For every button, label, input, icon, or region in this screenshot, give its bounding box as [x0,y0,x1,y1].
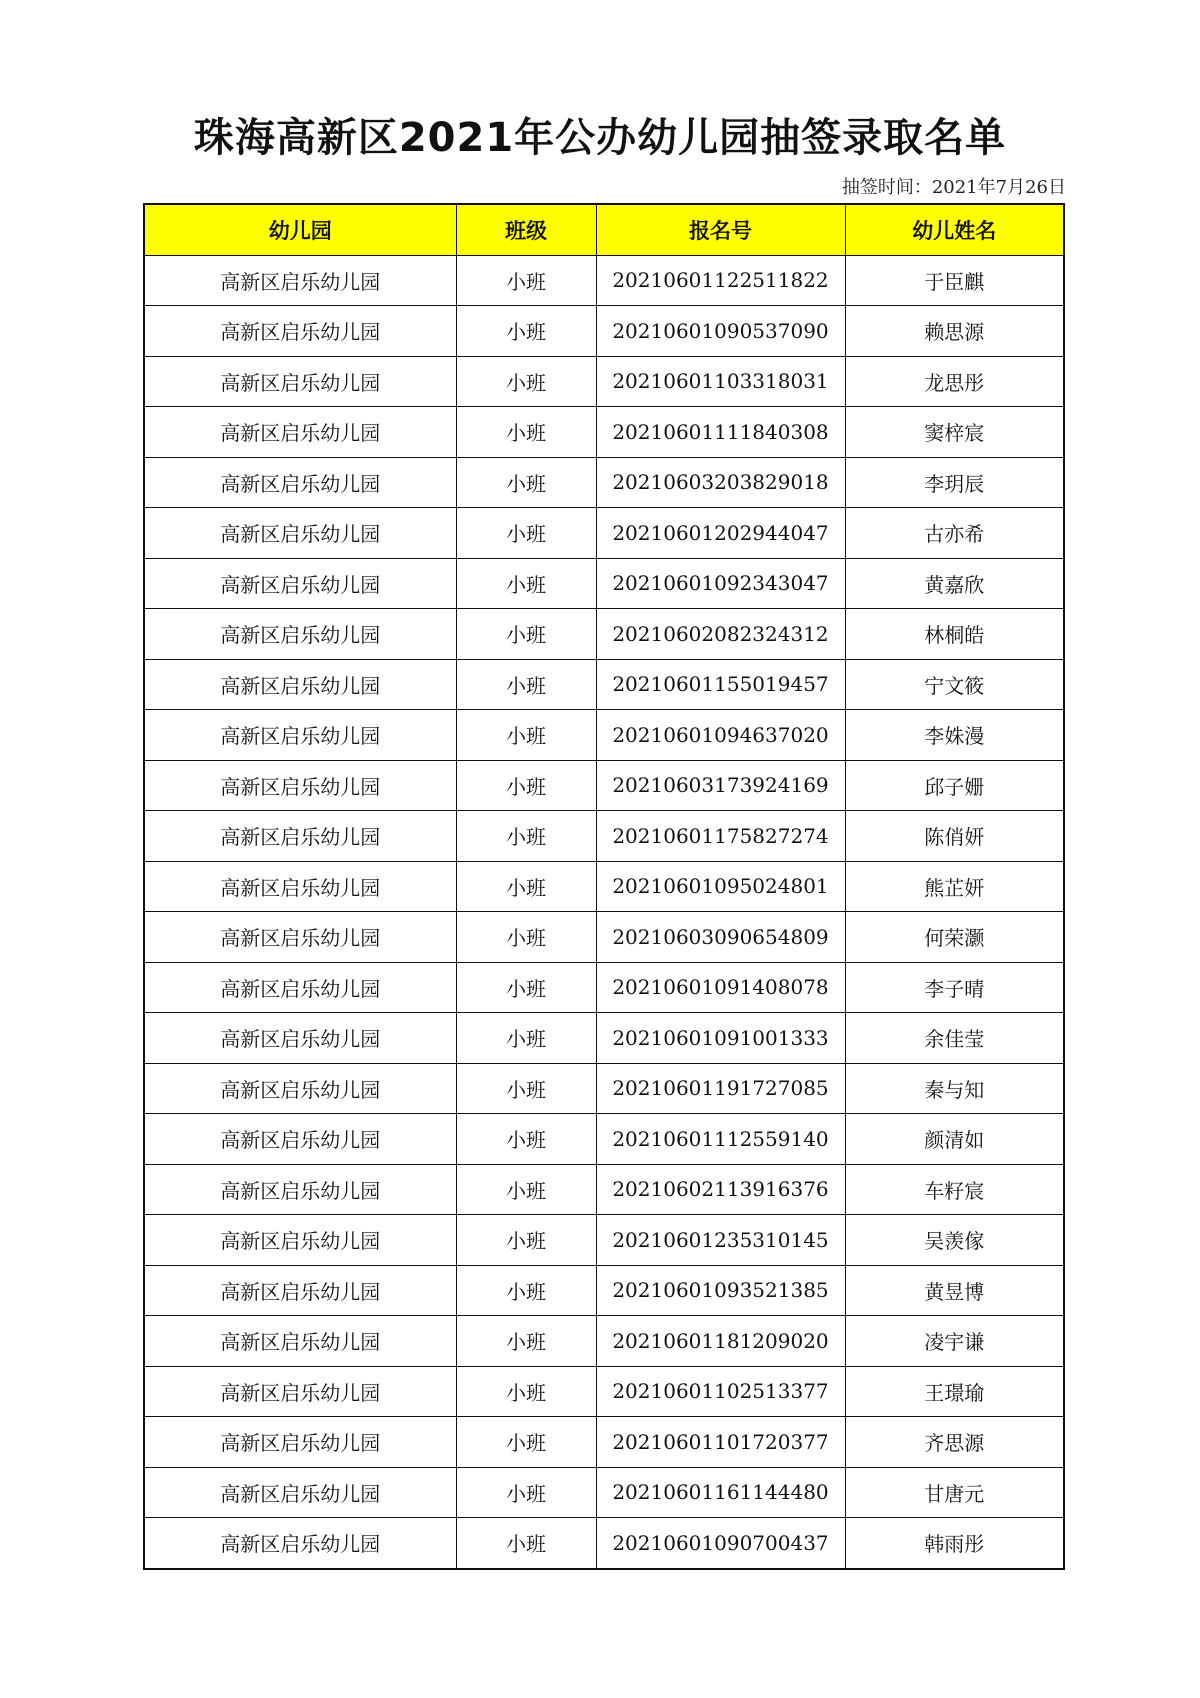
header-child-name: 幼儿姓名 [845,204,1064,255]
cell-registration-number: 20210601155019457 [596,659,845,710]
cell-kindergarten: 高新区启乐幼儿园 [144,457,456,508]
cell-kindergarten: 高新区启乐幼儿园 [144,811,456,862]
cell-class: 小班 [456,861,596,912]
cell-class: 小班 [456,1316,596,1367]
cell-kindergarten: 高新区启乐幼儿园 [144,760,456,811]
cell-class: 小班 [456,1164,596,1215]
cell-class: 小班 [456,659,596,710]
cell-kindergarten: 高新区启乐幼儿园 [144,659,456,710]
cell-registration-number: 20210601191727085 [596,1063,845,1114]
cell-class: 小班 [456,1013,596,1064]
table-row [144,811,1064,862]
table-row [144,1114,1064,1165]
table-row [144,710,1064,761]
cell-child-name: 何荣灏 [845,912,1064,963]
cell-registration-number: 20210601101720377 [596,1417,845,1468]
cell-kindergarten: 高新区启乐幼儿园 [144,1417,456,1468]
page-title: 珠海高新区2021年公办幼儿园抽签录取名单 [193,115,1007,161]
cell-class: 小班 [456,962,596,1013]
cell-kindergarten: 高新区启乐幼儿园 [144,1467,456,1518]
cell-registration-number: 20210602082324312 [596,609,845,660]
cell-registration-number: 20210601111840308 [596,407,845,458]
cell-child-name: 齐思源 [845,1417,1064,1468]
cell-class: 小班 [456,558,596,609]
cell-child-name: 黄嘉欣 [845,558,1064,609]
cell-class: 小班 [456,255,596,306]
cell-child-name: 窦梓宸 [845,407,1064,458]
cell-child-name: 熊芷妍 [845,861,1064,912]
cell-child-name: 凌宇谦 [845,1316,1064,1367]
table-row [144,356,1064,407]
cell-kindergarten: 高新区启乐幼儿园 [144,1013,456,1064]
table-row [144,1417,1064,1468]
cell-class: 小班 [456,457,596,508]
cell-class: 小班 [456,1114,596,1165]
cell-kindergarten: 高新区启乐幼儿园 [144,861,456,912]
cell-registration-number: 20210601103318031 [596,356,845,407]
cell-class: 小班 [456,1417,596,1468]
cell-registration-number: 20210601091408078 [596,962,845,1013]
table-row [144,1013,1064,1064]
cell-registration-number: 20210601092343047 [596,558,845,609]
cell-class: 小班 [456,1215,596,1266]
cell-class: 小班 [456,1467,596,1518]
cell-child-name: 车籽宸 [845,1164,1064,1215]
cell-kindergarten: 高新区启乐幼儿园 [144,1215,456,1266]
cell-kindergarten: 高新区启乐幼儿园 [144,306,456,357]
cell-registration-number: 20210601122511822 [596,255,845,306]
cell-class: 小班 [456,407,596,458]
table-row [144,1164,1064,1215]
cell-class: 小班 [456,1063,596,1114]
cell-child-name: 吴羡傢 [845,1215,1064,1266]
table-header-row [144,204,1064,255]
table-row [144,760,1064,811]
table-row [144,1265,1064,1316]
header-class: 班级 [456,204,596,255]
admission-table [143,203,1065,1570]
cell-registration-number: 20210601202944047 [596,508,845,559]
cell-kindergarten: 高新区启乐幼儿园 [144,609,456,660]
cell-registration-number: 20210601093521385 [596,1265,845,1316]
cell-registration-number: 20210603173924169 [596,760,845,811]
header-kindergarten: 幼儿园 [144,204,456,255]
cell-class: 小班 [456,1518,596,1569]
table-row [144,1215,1064,1266]
cell-kindergarten: 高新区启乐幼儿园 [144,407,456,458]
cell-class: 小班 [456,710,596,761]
cell-registration-number: 20210601112559140 [596,1114,845,1165]
cell-registration-number: 20210601235310145 [596,1215,845,1266]
cell-class: 小班 [456,609,596,660]
cell-child-name: 王璟瑜 [845,1366,1064,1417]
cell-class: 小班 [456,1366,596,1417]
table-row [144,508,1064,559]
table-row [144,962,1064,1013]
cell-class: 小班 [456,760,596,811]
cell-class: 小班 [456,306,596,357]
cell-class: 小班 [456,811,596,862]
cell-class: 小班 [456,912,596,963]
cell-kindergarten: 高新区启乐幼儿园 [144,1366,456,1417]
table-row [144,861,1064,912]
cell-child-name: 宁文筱 [845,659,1064,710]
cell-child-name: 李子晴 [845,962,1064,1013]
cell-kindergarten: 高新区启乐幼儿园 [144,1265,456,1316]
table-row [144,1366,1064,1417]
cell-child-name: 林桐皓 [845,609,1064,660]
cell-child-name: 赖思源 [845,306,1064,357]
cell-registration-number: 20210601175827274 [596,811,845,862]
cell-kindergarten: 高新区启乐幼儿园 [144,1114,456,1165]
cell-kindergarten: 高新区启乐幼儿园 [144,1316,456,1367]
table-row [144,1063,1064,1114]
cell-child-name: 邱子姗 [845,760,1064,811]
table-row [144,1518,1064,1569]
cell-registration-number: 20210601161144480 [596,1467,845,1518]
cell-child-name: 古亦希 [845,508,1064,559]
table-row [144,1316,1064,1367]
table-row [144,609,1064,660]
cell-kindergarten: 高新区启乐幼儿园 [144,1518,456,1569]
table-row [144,306,1064,357]
cell-child-name: 甘唐元 [845,1467,1064,1518]
cell-registration-number: 20210601091001333 [596,1013,845,1064]
cell-child-name: 秦与知 [845,1063,1064,1114]
cell-class: 小班 [456,356,596,407]
draw-time: 抽签时间：2021年7月26日 [841,177,1066,198]
cell-class: 小班 [456,508,596,559]
table-row [144,912,1064,963]
cell-kindergarten: 高新区启乐幼儿园 [144,962,456,1013]
cell-kindergarten: 高新区启乐幼儿园 [144,1164,456,1215]
table-row [144,457,1064,508]
cell-child-name: 李玥辰 [845,457,1064,508]
cell-child-name: 颜清如 [845,1114,1064,1165]
cell-kindergarten: 高新区启乐幼儿园 [144,558,456,609]
cell-kindergarten: 高新区启乐幼儿园 [144,912,456,963]
cell-child-name: 龙思彤 [845,356,1064,407]
cell-registration-number: 20210601094637020 [596,710,845,761]
cell-child-name: 陈俏妍 [845,811,1064,862]
cell-kindergarten: 高新区启乐幼儿园 [144,710,456,761]
cell-registration-number: 20210601090700437 [596,1518,845,1569]
header-registration-number: 报名号 [596,204,845,255]
table-row [144,659,1064,710]
cell-registration-number: 20210603090654809 [596,912,845,963]
cell-registration-number: 20210601095024801 [596,861,845,912]
cell-registration-number: 20210601181209020 [596,1316,845,1367]
cell-registration-number: 20210602113916376 [596,1164,845,1215]
cell-kindergarten: 高新区启乐幼儿园 [144,508,456,559]
cell-kindergarten: 高新区启乐幼儿园 [144,356,456,407]
table-body [144,255,1064,1569]
table-row [144,255,1064,306]
cell-registration-number: 20210603203829018 [596,457,845,508]
cell-registration-number: 20210601090537090 [596,306,845,357]
cell-child-name: 余佳莹 [845,1013,1064,1064]
cell-class: 小班 [456,1265,596,1316]
cell-registration-number: 20210601102513377 [596,1366,845,1417]
cell-child-name: 于臣麒 [845,255,1064,306]
cell-child-name: 韩雨彤 [845,1518,1064,1569]
cell-child-name: 李姝漫 [845,710,1064,761]
cell-kindergarten: 高新区启乐幼儿园 [144,255,456,306]
table-row [144,1467,1064,1518]
cell-kindergarten: 高新区启乐幼儿园 [144,1063,456,1114]
table-row [144,407,1064,458]
table-row [144,558,1064,609]
cell-child-name: 黄昱博 [845,1265,1064,1316]
